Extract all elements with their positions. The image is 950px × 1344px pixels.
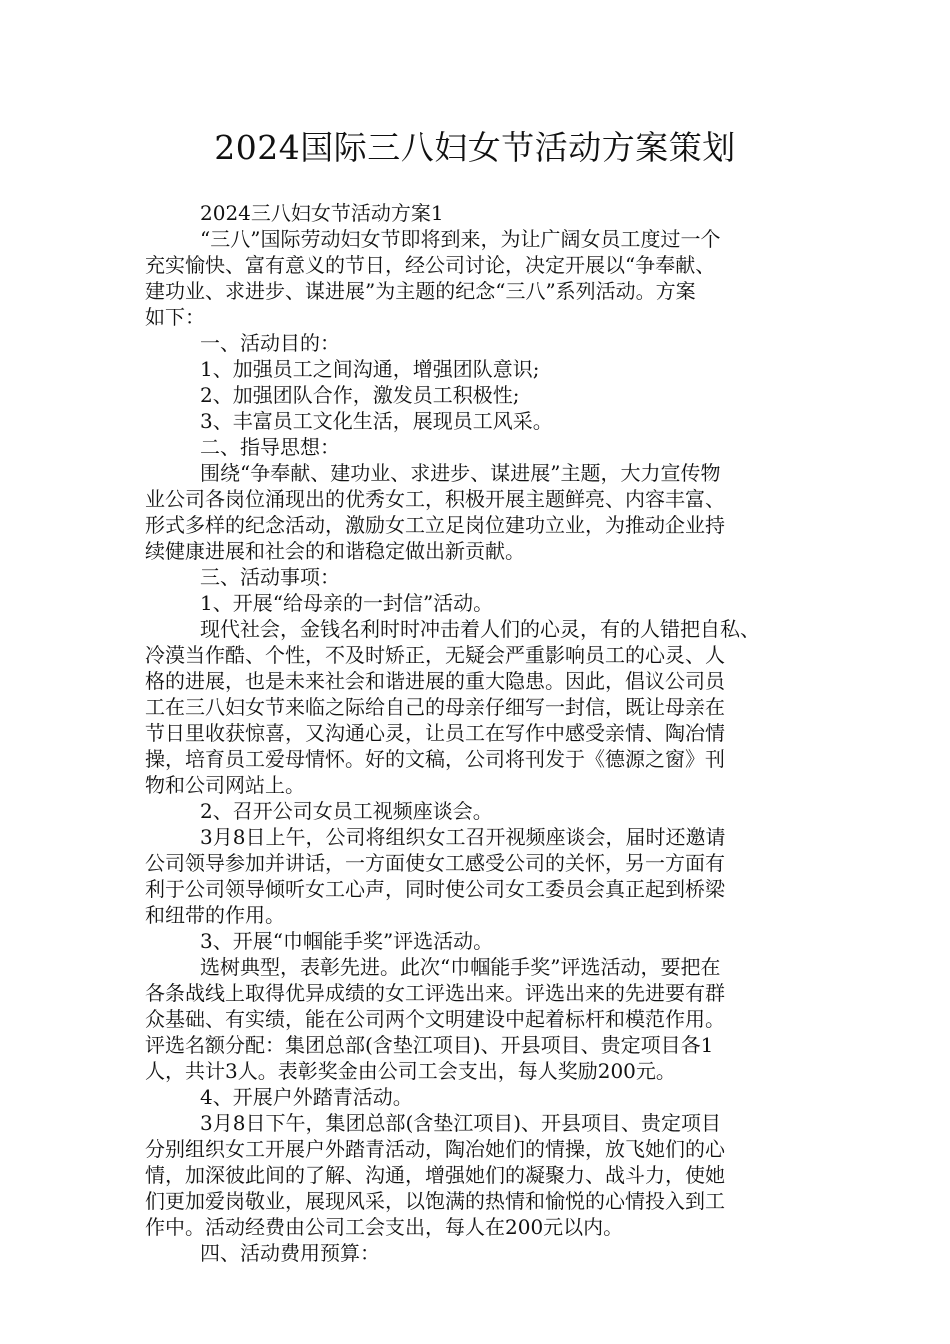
- paragraph-line: 们更加爱岗敬业，展现风采，以饱满的热情和愉悦的心情投入到工: [145, 1189, 725, 1213]
- paragraph-line: 3月8日上午，公司将组织女工召开视频座谈会，届时还邀请: [200, 825, 726, 849]
- paragraph-line: 公司领导参加并讲话，一方面使女工感受公司的关怀，另一方面有: [145, 851, 725, 875]
- section-heading: 四、活动费用预算：: [200, 1241, 380, 1265]
- paragraph-line: 操，培育员工爱母情怀。好的文稿，公司将刊发于《德源之窗》刊: [145, 747, 725, 771]
- paragraph-line: 选树典型，表彰先进。此次“巾帼能手奖”评选活动，要把在: [200, 955, 721, 979]
- paragraph-line: 现代社会，金钱名利时时冲击着人们的心灵，有的人错把自私、: [200, 617, 760, 641]
- paragraph-line: 充实愉快、富有意义的节日，经公司讨论，决定开展以“争奉献、: [145, 253, 716, 277]
- list-item: 1、开展“给母亲的一封信”活动。: [200, 591, 494, 615]
- paragraph-line: 人，共计3人。表彰奖金由公司工会支出，每人奖励200元。: [145, 1059, 676, 1083]
- document-title: 2024国际三八妇女节活动方案策划: [214, 128, 736, 167]
- paragraph-line: 冷漠当作酷、个性，不及时矫正，无疑会严重影响员工的心灵、人: [145, 643, 725, 667]
- list-item: 4、开展户外踏青活动。: [200, 1085, 413, 1109]
- paragraph-line: 物和公司网站上。: [145, 773, 305, 797]
- list-item: 2、加强团队合作，激发员工积极性;: [200, 383, 520, 407]
- paragraph-line: 分别组织女工开展户外踏青活动，陶冶她们的情操，放飞她们的心: [145, 1137, 725, 1161]
- paragraph-line: 3月8日下午，集团总部(含垫江项目)、开县项目、贵定项目: [200, 1111, 722, 1135]
- paragraph-line: 业公司各岗位涌现出的优秀女工，积极开展主题鲜亮、内容丰富、: [145, 487, 725, 511]
- paragraph-line: 作中。活动经费由公司工会支出，每人在200元以内。: [145, 1215, 624, 1239]
- paragraph-line: 格的进展，也是未来社会和谐进展的重大隐患。因此，倡议公司员: [145, 669, 725, 693]
- paragraph-line: 如下：: [145, 305, 205, 329]
- document-body: [145, 200, 825, 1266]
- paragraph-line: “三八”国际劳动妇女节即将到来，为让广阔女员工度过一个: [200, 227, 721, 251]
- list-item: 3、开展“巾帼能手奖”评选活动。: [200, 929, 494, 953]
- section-heading: 一、活动目的：: [200, 331, 340, 355]
- paragraph-line: 围绕“争奉献、建功业、求进步、谋进展”主题，大力宣传物: [200, 461, 721, 485]
- paragraph-line: 各条战线上取得优异成绩的女工评选出来。评选出来的先进要有群: [145, 981, 725, 1005]
- paragraph-line: 利于公司领导倾听女工心声，同时使公司女工委员会真正起到桥梁: [145, 877, 725, 901]
- section-heading: 2024三八妇女节活动方案1: [200, 201, 444, 225]
- list-item: 1、加强员工之间沟通，增强团队意识;: [200, 357, 540, 381]
- section-heading: 二、指导思想：: [200, 435, 340, 459]
- paragraph-line: 续健康进展和社会的和谐稳定做出新贡献。: [145, 539, 525, 563]
- paragraph-line: 评选名额分配：集团总部(含垫江项目)、开县项目、贵定项目各1: [145, 1033, 714, 1057]
- paragraph-line: 众基础、有实绩，能在公司两个文明建设中起着标杆和模范作用。: [145, 1007, 725, 1031]
- list-item: 3、丰富员工文化生活，展现员工风采。: [200, 409, 553, 433]
- section-heading: 三、活动事项：: [200, 565, 340, 589]
- paragraph-line: 建功业、求进步、谋进展”为主题的纪念“三八”系列活动。方案: [145, 279, 696, 303]
- paragraph-line: 和纽带的作用。: [145, 903, 285, 927]
- paragraph-line: 形式多样的纪念活动，激励女工立足岗位建功立业，为推动企业持: [145, 513, 725, 537]
- paragraph-line: 工在三八妇女节来临之际给自己的母亲仔细写一封信，既让母亲在: [145, 695, 725, 719]
- paragraph-line: 情，加深彼此间的了解、沟通，增强她们的凝聚力、战斗力，使她: [145, 1163, 725, 1187]
- list-item: 2、召开公司女员工视频座谈会。: [200, 799, 493, 823]
- paragraph-line: 节日里收获惊喜，又沟通心灵，让员工在写作中感受亲情、陶冶情: [145, 721, 725, 745]
